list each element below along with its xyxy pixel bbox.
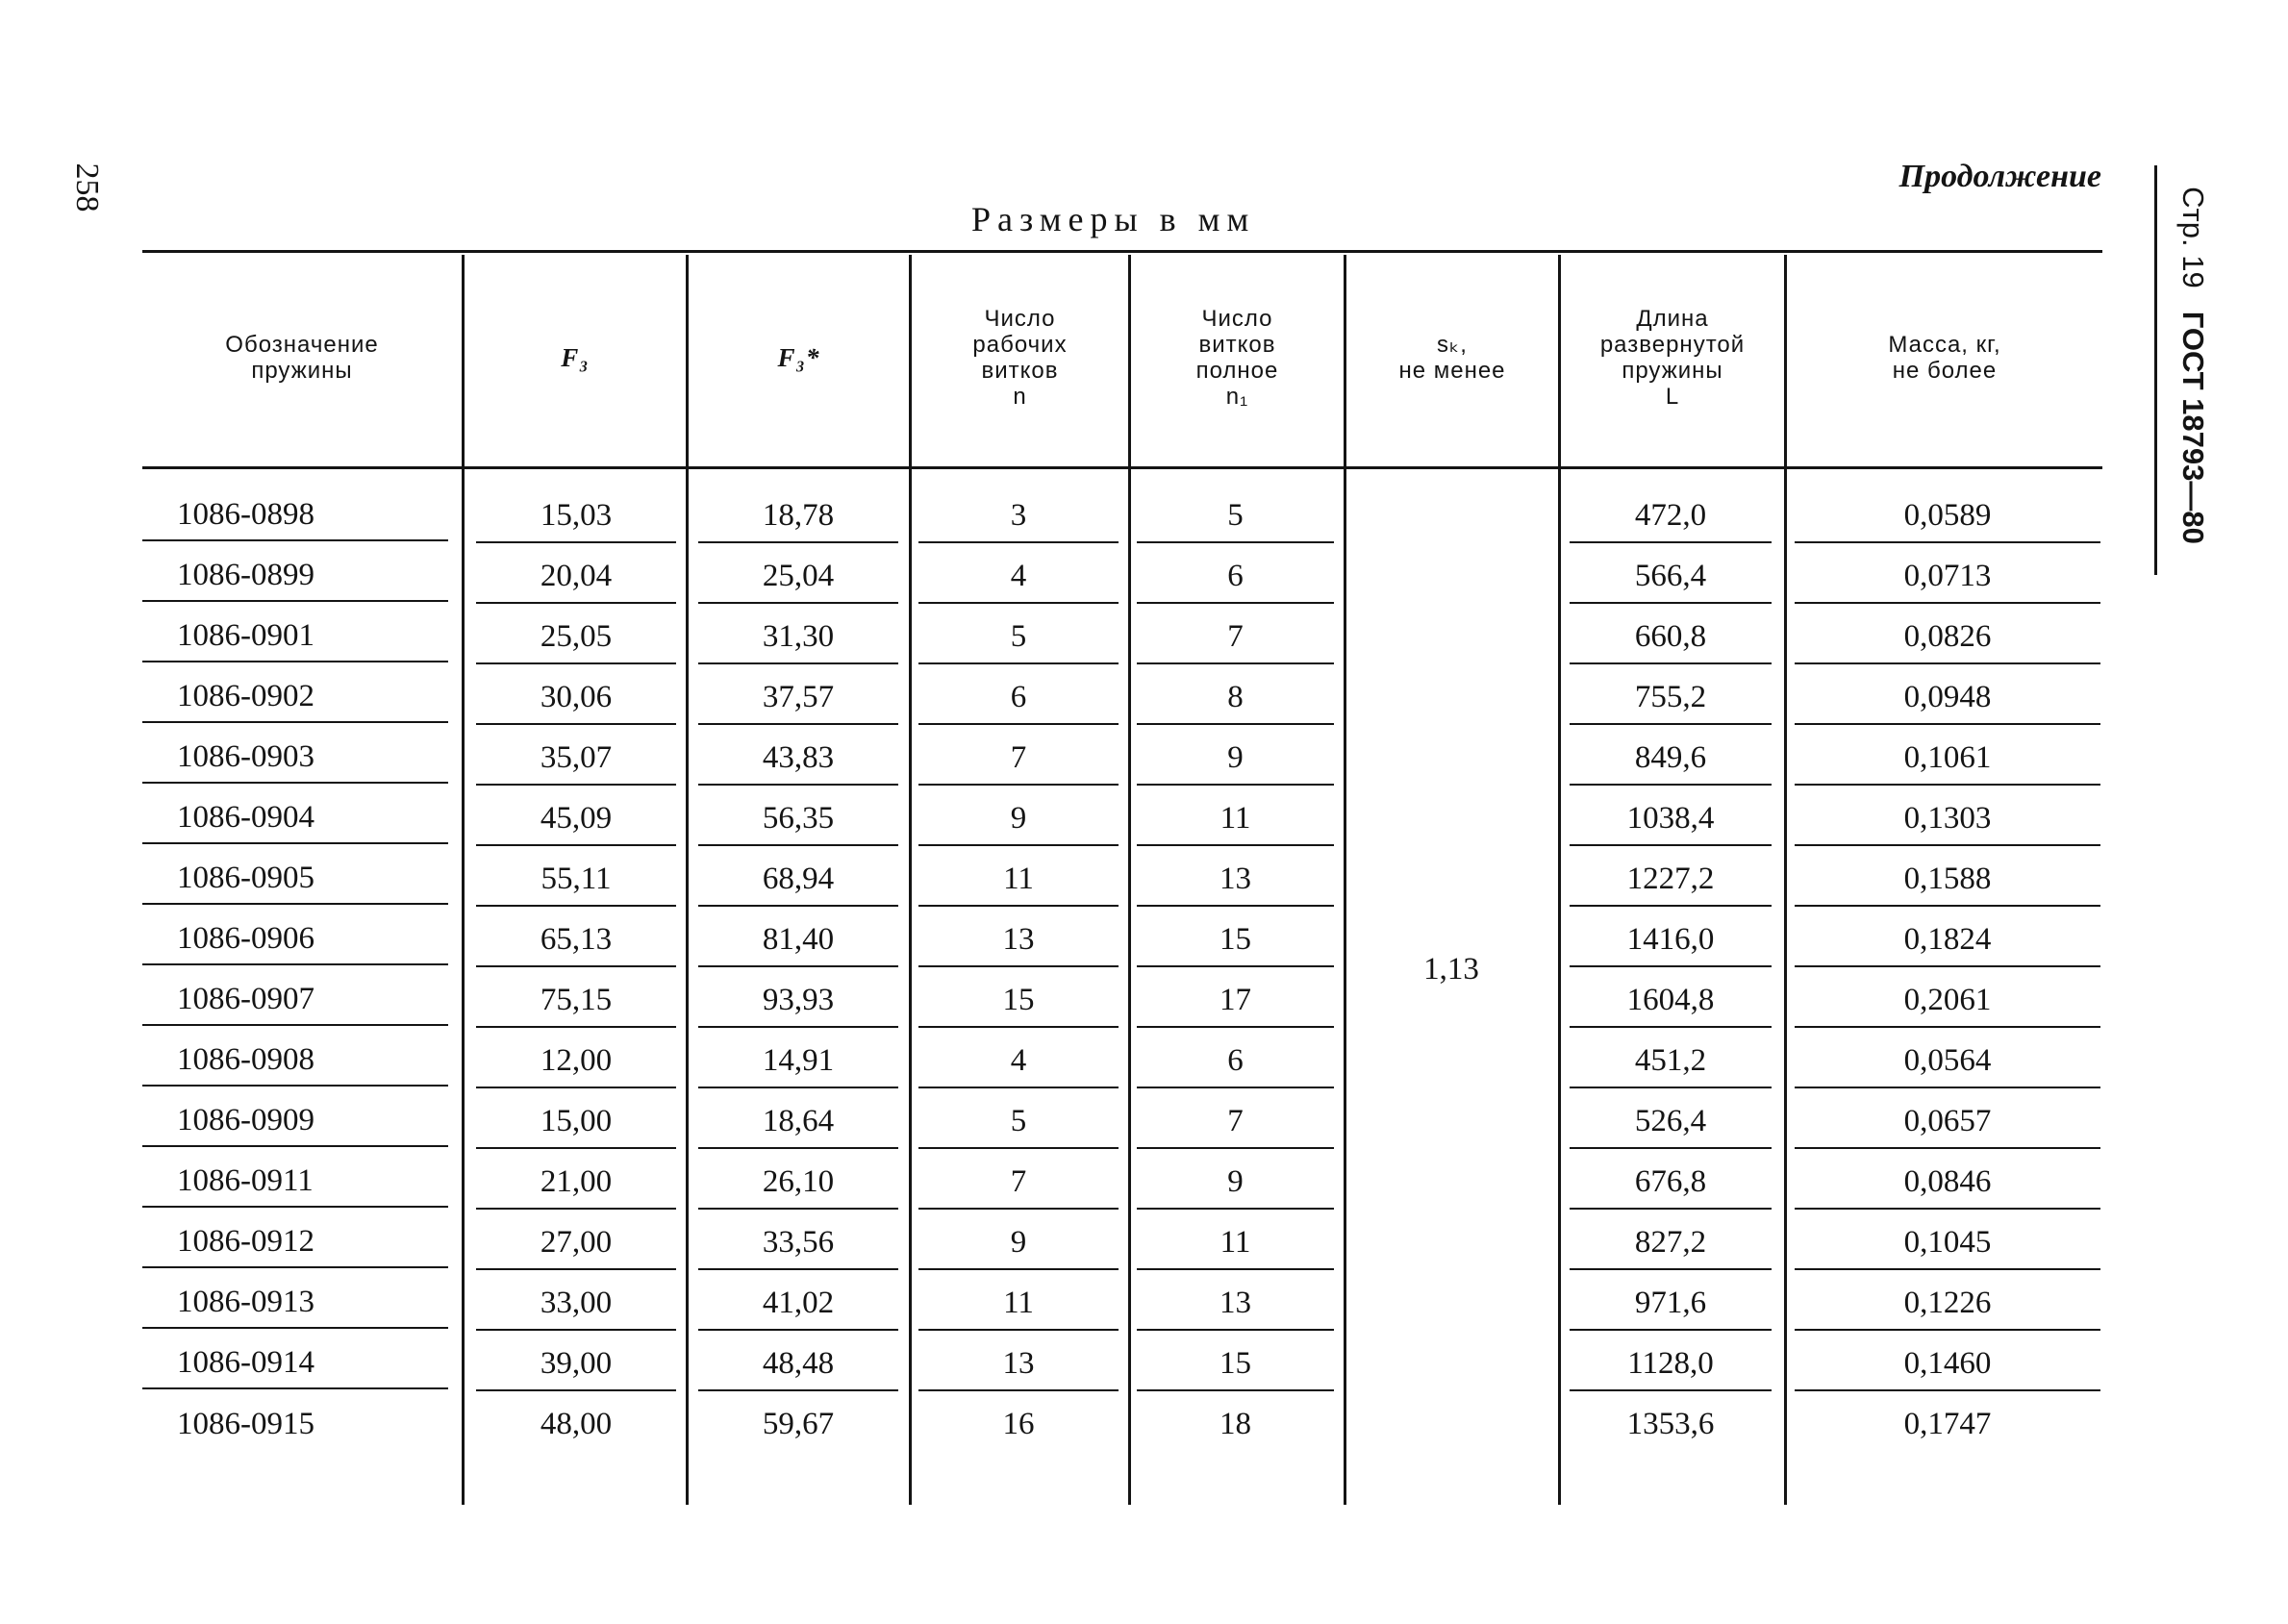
side-standard: ГОСТ 18793—80 xyxy=(2176,311,2210,544)
cell-n1: 11 xyxy=(1137,793,1334,846)
table-row xyxy=(0,1036,2288,1096)
cell-mass: 0,2061 xyxy=(1795,975,2100,1028)
table-row xyxy=(0,1399,2288,1460)
header-length: Длина развернутой пружины L xyxy=(1599,306,1746,410)
cell-n: 4 xyxy=(918,1036,1119,1088)
cell-length: 526,4 xyxy=(1570,1096,1772,1149)
table-row xyxy=(0,1338,2288,1399)
cell-n1: 15 xyxy=(1137,914,1334,967)
cell-mass: 0,1588 xyxy=(1795,854,2100,907)
table-row xyxy=(0,793,2288,854)
cell-f3: 33,00 xyxy=(476,1278,676,1331)
cell-f3: 15,00 xyxy=(476,1096,676,1149)
cell-n: 13 xyxy=(918,1338,1119,1391)
cell-designation: 1086-0904 xyxy=(142,793,448,844)
cell-n1: 9 xyxy=(1137,733,1334,786)
cell-mass: 0,1061 xyxy=(1795,733,2100,786)
cell-mass: 0,0846 xyxy=(1795,1157,2100,1210)
cell-f3: 15,03 xyxy=(476,490,676,543)
table-row xyxy=(0,733,2288,793)
cell-f3-star: 31,30 xyxy=(698,612,898,664)
cell-f3-star: 93,93 xyxy=(698,975,898,1028)
cell-designation: 1086-0905 xyxy=(142,854,448,905)
cell-n: 11 xyxy=(918,1278,1119,1331)
cell-mass: 0,0564 xyxy=(1795,1036,2100,1088)
header-sk: sₖ, не менее xyxy=(1398,332,1506,384)
cell-f3-star: 33,56 xyxy=(698,1217,898,1270)
cell-n: 3 xyxy=(918,490,1119,543)
cell-f3-star: 37,57 xyxy=(698,672,898,725)
table-row xyxy=(0,1217,2288,1278)
cell-designation: 1086-0913 xyxy=(142,1278,448,1329)
table-row xyxy=(0,975,2288,1036)
cell-n1: 6 xyxy=(1137,1036,1334,1088)
cell-n1: 5 xyxy=(1137,490,1334,543)
cell-n: 6 xyxy=(918,672,1119,725)
cell-length: 1038,4 xyxy=(1570,793,1772,846)
header-mass: Масса, кг, не более xyxy=(1888,332,2001,384)
cell-designation: 1086-0899 xyxy=(142,551,448,602)
header-bottom-rule xyxy=(142,466,2102,469)
cell-designation: 1086-0915 xyxy=(177,1407,314,1441)
cell-mass: 0,1824 xyxy=(1795,914,2100,967)
cell-mass: 0,0826 xyxy=(1795,612,2100,664)
cell-designation: 1086-0907 xyxy=(142,975,448,1026)
cell-mass: 0,0657 xyxy=(1795,1096,2100,1149)
table-row xyxy=(0,1157,2288,1217)
cell-f3: 45,09 xyxy=(476,793,676,846)
cell-n1: 15 xyxy=(1137,1338,1334,1391)
table-row xyxy=(0,914,2288,975)
cell-f3-star: 41,02 xyxy=(698,1278,898,1331)
cell-f3: 65,13 xyxy=(476,914,676,967)
cell-f3: 20,04 xyxy=(476,551,676,604)
cell-designation: 1086-0909 xyxy=(142,1096,448,1147)
table-row xyxy=(0,1096,2288,1157)
cell-designation: 1086-0911 xyxy=(142,1157,448,1208)
cell-n: 16 xyxy=(1002,1407,1035,1441)
cell-f3-star: 18,64 xyxy=(698,1096,898,1149)
header-f3-star: F₃* xyxy=(777,342,820,372)
header-total-coils: Число витков полное n₁ xyxy=(1195,306,1279,410)
cell-length: 1353,6 xyxy=(1626,1407,1715,1441)
cell-f3: 27,00 xyxy=(476,1217,676,1270)
cell-length: 1416,0 xyxy=(1570,914,1772,967)
cell-mass: 0,1747 xyxy=(1903,1407,1992,1441)
cell-designation: 1086-0902 xyxy=(142,672,448,723)
cell-f3: 25,05 xyxy=(476,612,676,664)
cell-n1: 6 xyxy=(1137,551,1334,604)
cell-length: 849,6 xyxy=(1570,733,1772,786)
cell-designation: 1086-0914 xyxy=(142,1338,448,1389)
cell-length: 451,2 xyxy=(1570,1036,1772,1088)
cell-designation: 1086-0908 xyxy=(142,1036,448,1087)
cell-n: 9 xyxy=(918,793,1119,846)
cell-n1: 11 xyxy=(1137,1217,1334,1270)
cell-length: 1128,0 xyxy=(1570,1338,1772,1391)
cell-f3-star: 59,67 xyxy=(762,1407,835,1441)
cell-designation: 1086-0903 xyxy=(142,733,448,784)
cell-f3: 12,00 xyxy=(476,1036,676,1088)
cell-n1: 17 xyxy=(1137,975,1334,1028)
header-f3: F₃ xyxy=(561,342,590,372)
cell-n: 4 xyxy=(918,551,1119,604)
cell-designation: 1086-0901 xyxy=(142,612,448,662)
cell-f3-star: 81,40 xyxy=(698,914,898,967)
table-row xyxy=(0,490,2288,551)
cell-n: 15 xyxy=(918,975,1119,1028)
cell-length: 472,0 xyxy=(1570,490,1772,543)
cell-designation: 1086-0912 xyxy=(142,1217,448,1268)
side-page-ref: Стр. 19 xyxy=(2176,187,2210,288)
cell-length: 566,4 xyxy=(1570,551,1772,604)
cell-mass: 0,0948 xyxy=(1795,672,2100,725)
cell-f3-star: 26,10 xyxy=(698,1157,898,1210)
cell-n: 5 xyxy=(918,612,1119,664)
cell-f3-star: 18,78 xyxy=(698,490,898,543)
cell-f3-star: 25,04 xyxy=(698,551,898,604)
cell-n1: 8 xyxy=(1137,672,1334,725)
cell-f3: 30,06 xyxy=(476,672,676,725)
cell-mass: 0,1226 xyxy=(1795,1278,2100,1331)
cell-f3: 75,15 xyxy=(476,975,676,1028)
header-designation: Обозначение пружины xyxy=(225,332,379,384)
table-body xyxy=(0,490,2288,1460)
cell-n: 13 xyxy=(918,914,1119,967)
cell-n: 9 xyxy=(918,1217,1119,1270)
cell-f3: 48,00 xyxy=(540,1407,613,1441)
table-row xyxy=(0,551,2288,612)
cell-f3-star: 68,94 xyxy=(698,854,898,907)
cell-n1: 9 xyxy=(1137,1157,1334,1210)
cell-length: 971,6 xyxy=(1570,1278,1772,1331)
cell-n1: 18 xyxy=(1219,1407,1251,1441)
cell-f3: 39,00 xyxy=(476,1338,676,1391)
table-row xyxy=(0,854,2288,914)
dimensions-note: Размеры в мм xyxy=(971,200,1256,238)
table-row xyxy=(0,672,2288,733)
cell-length: 755,2 xyxy=(1570,672,1772,725)
table-row xyxy=(0,612,2288,672)
cell-f3-star: 14,91 xyxy=(698,1036,898,1088)
page-number: 258 xyxy=(69,162,105,212)
cell-n1: 13 xyxy=(1137,854,1334,907)
cell-f3: 21,00 xyxy=(476,1157,676,1210)
cell-length: 660,8 xyxy=(1570,612,1772,664)
cell-f3: 35,07 xyxy=(476,733,676,786)
cell-f3-star: 43,83 xyxy=(698,733,898,786)
cell-length: 1227,2 xyxy=(1570,854,1772,907)
cell-n1: 7 xyxy=(1137,612,1334,664)
cell-designation: 1086-0898 xyxy=(142,490,448,541)
cell-mass: 0,1045 xyxy=(1795,1217,2100,1270)
cell-n: 7 xyxy=(918,733,1119,786)
cell-n1: 7 xyxy=(1137,1096,1334,1149)
cell-f3-star: 56,35 xyxy=(698,793,898,846)
continuation-label: Продолжение xyxy=(1898,159,2101,194)
cell-length: 827,2 xyxy=(1570,1217,1772,1270)
cell-mass: 0,0713 xyxy=(1795,551,2100,604)
cell-mass: 0,0589 xyxy=(1795,490,2100,543)
cell-n: 11 xyxy=(918,854,1119,907)
cell-f3-star: 48,48 xyxy=(698,1338,898,1391)
table-row xyxy=(0,1278,2288,1338)
cell-f3: 55,11 xyxy=(476,854,676,907)
cell-mass: 0,1460 xyxy=(1795,1338,2100,1391)
cell-n1: 13 xyxy=(1137,1278,1334,1331)
header-working-coils: Число рабочих витков n xyxy=(972,306,1068,410)
cell-n: 5 xyxy=(918,1096,1119,1149)
cell-n: 7 xyxy=(918,1157,1119,1210)
cell-length: 1604,8 xyxy=(1570,975,1772,1028)
cell-designation: 1086-0906 xyxy=(142,914,448,965)
cell-length: 676,8 xyxy=(1570,1157,1772,1210)
cell-mass: 0,1303 xyxy=(1795,793,2100,846)
sk-value: 1,13 xyxy=(1423,952,1479,987)
